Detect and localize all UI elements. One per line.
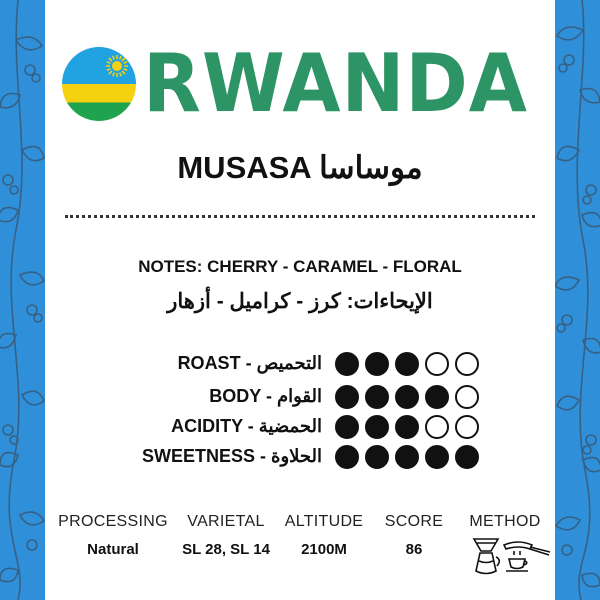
rating-dots bbox=[334, 350, 480, 378]
spec-label: METHOD bbox=[469, 513, 541, 530]
attribute-row-roast bbox=[45, 350, 555, 380]
rating-dot-filled bbox=[366, 416, 388, 438]
rating-dot-empty bbox=[426, 416, 448, 438]
rating-dot-filled bbox=[336, 416, 358, 438]
rating-dot-empty bbox=[456, 416, 478, 438]
espresso-portafilter-icon bbox=[504, 542, 550, 571]
rating-dot-filled bbox=[396, 416, 418, 438]
rating-dots bbox=[334, 383, 480, 411]
origin-name: MUSASA موساسا bbox=[177, 150, 423, 185]
tasting-notes-arabic: الإيحاءات: كرز - كراميل - أزهار bbox=[167, 290, 433, 313]
attribute-label: ACIDITY - الحمضية bbox=[171, 416, 322, 436]
spec-processing bbox=[57, 513, 169, 558]
attribute-label: SWEETNESS - الحلاوة bbox=[142, 446, 322, 466]
attribute-row-body bbox=[45, 383, 555, 413]
attribute-row-sweetness bbox=[45, 443, 555, 473]
left-coffee-branch-border bbox=[0, 0, 45, 600]
spec-varietal bbox=[180, 513, 272, 558]
rating-dot-filled bbox=[396, 446, 418, 468]
rating-dot-filled bbox=[366, 353, 388, 375]
rating-dot-filled bbox=[336, 386, 358, 408]
rwanda-flag-icon bbox=[62, 47, 136, 121]
rating-dot-filled bbox=[456, 446, 478, 468]
pour-over-icon bbox=[474, 539, 499, 574]
dotted-divider bbox=[65, 215, 535, 218]
coffee-label-card bbox=[45, 0, 555, 600]
spec-value: Natural bbox=[87, 541, 139, 558]
brew-method-icons bbox=[472, 535, 552, 582]
attribute-label: ROAST - التحميص bbox=[177, 353, 322, 373]
attribute-label: BODY - القوام bbox=[209, 386, 322, 406]
rating-dots bbox=[334, 413, 480, 441]
spec-altitude bbox=[281, 513, 367, 558]
rating-dot-filled bbox=[426, 446, 448, 468]
spec-value: 86 bbox=[405, 541, 423, 558]
tasting-notes-english: NOTES: CHERRY - CARAMEL - FLORAL bbox=[138, 257, 462, 276]
rating-dot-filled bbox=[336, 446, 358, 468]
coffee-branch-pattern-left bbox=[0, 0, 45, 600]
rating-dot-filled bbox=[396, 386, 418, 408]
spec-label: SCORE bbox=[384, 513, 444, 530]
rating-dot-empty bbox=[456, 353, 478, 375]
spec-label: PROCESSING bbox=[58, 513, 168, 530]
sun-icon bbox=[106, 55, 128, 77]
attribute-row-acidity bbox=[45, 413, 555, 443]
rating-dot-filled bbox=[366, 386, 388, 408]
spec-score bbox=[379, 513, 449, 558]
spec-label: VARIETAL bbox=[187, 513, 265, 530]
rating-dot-filled bbox=[366, 446, 388, 468]
rating-dot-empty bbox=[426, 353, 448, 375]
spec-label: ALTITUDE bbox=[284, 513, 364, 530]
rating-dot-filled bbox=[396, 353, 418, 375]
rating-dot-empty bbox=[456, 386, 478, 408]
spec-value: SL 28, SL 14 bbox=[182, 541, 270, 558]
spec-method bbox=[463, 513, 547, 531]
rating-dots bbox=[334, 443, 480, 471]
right-coffee-branch-border bbox=[555, 0, 600, 600]
rating-dot-filled bbox=[336, 353, 358, 375]
rating-dot-filled bbox=[426, 386, 448, 408]
country-name: RWANDA bbox=[143, 37, 528, 130]
coffee-branch-pattern-right bbox=[555, 0, 600, 600]
spec-value: 2100M bbox=[301, 541, 347, 558]
